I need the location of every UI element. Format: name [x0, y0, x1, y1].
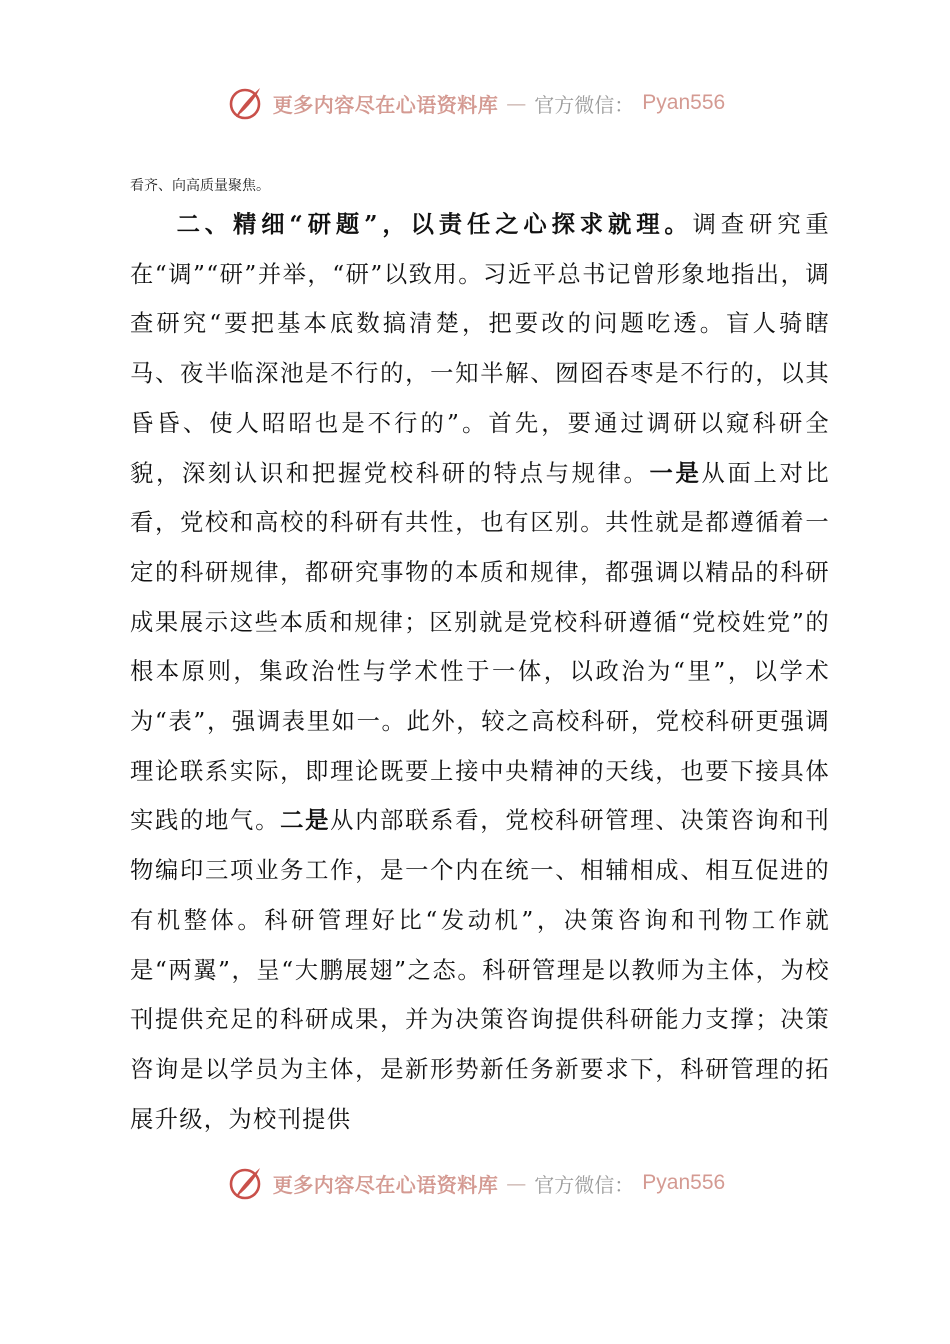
header-watermark [0, 78, 950, 128]
paragraph-text-2: 从面上对比看，党校和高校的科研有共性，也有区别。共性就是都遵循着一定的科研规律，都研究事物的本质和规律，都强调以精品的科研成果展示这些本质和规律；区别就是党校科研遵循“党校姓党”的根本原则，集政治性与学术性于一体，以政治为“里”，以学术为“表”，强调表里如一。此外，较之高校科研，党校科研更强调理论联系实际，即理论既要上接中央精神的天线，也要下接具体实践的地气。 [130, 459, 831, 835]
point-marker-2: 二是 [280, 807, 331, 835]
watermark-text: 更多内容尽在心语资料库 [272, 92, 499, 117]
point-marker-1: 一是 [649, 459, 702, 487]
watermark-official-label: 官方微信： [534, 1172, 635, 1197]
watermark-wechat-id: Pyan556 [642, 91, 726, 114]
continuation-line: 看齐、向高质量聚焦。 [130, 178, 270, 194]
paragraph-text-1: 调查研究重在“调”“研”并举，“研”以致用。习近平总书记曾形象地指出，调查研究“要把基本底数搞清楚，把要改的问题吃透。盲人骑瞎马、夜半临深池是不行的，一知半解、囫囵吞枣是不行的，以其昏昏、使人昭昭也是不行的”。首先，要通过调研以窥科研全貌，深刻认识和把握党校科研的特点与规律。 [130, 211, 831, 487]
paragraph-text-3: 从内部联系看，党校科研管理、决策咨询和刊物编印三项业务工作，是一个内在统一、相辅相成、相互促进的有机整体。科研管理好比“发动机”，决策咨询和刊物工作就是“两翼”，呈“大鹏展翅”之态。科研管理是以教师为主体，为校刊提供充足的科研成果，并为决策咨询提供科研能力支撑；决策咨询是以学员为主体，是新形势新任务新要求下，科研管理的拓展升级，为校刊提供 [130, 807, 830, 1133]
section-heading: 二、精细“研题”，以责任之心探求就理。 [176, 211, 693, 238]
footer-watermark [0, 1158, 950, 1208]
body-paragraph [130, 200, 830, 1144]
quill-logo-icon [225, 83, 265, 123]
quill-logo-icon [225, 1163, 265, 1203]
watermark-text: 更多内容尽在心语资料库 [272, 1172, 499, 1197]
watermark-wechat-id: Pyan556 [642, 1171, 726, 1194]
watermark-dash: — [506, 91, 527, 115]
watermark-dash: — [506, 1171, 527, 1195]
watermark-official-label: 官方微信： [534, 92, 635, 117]
